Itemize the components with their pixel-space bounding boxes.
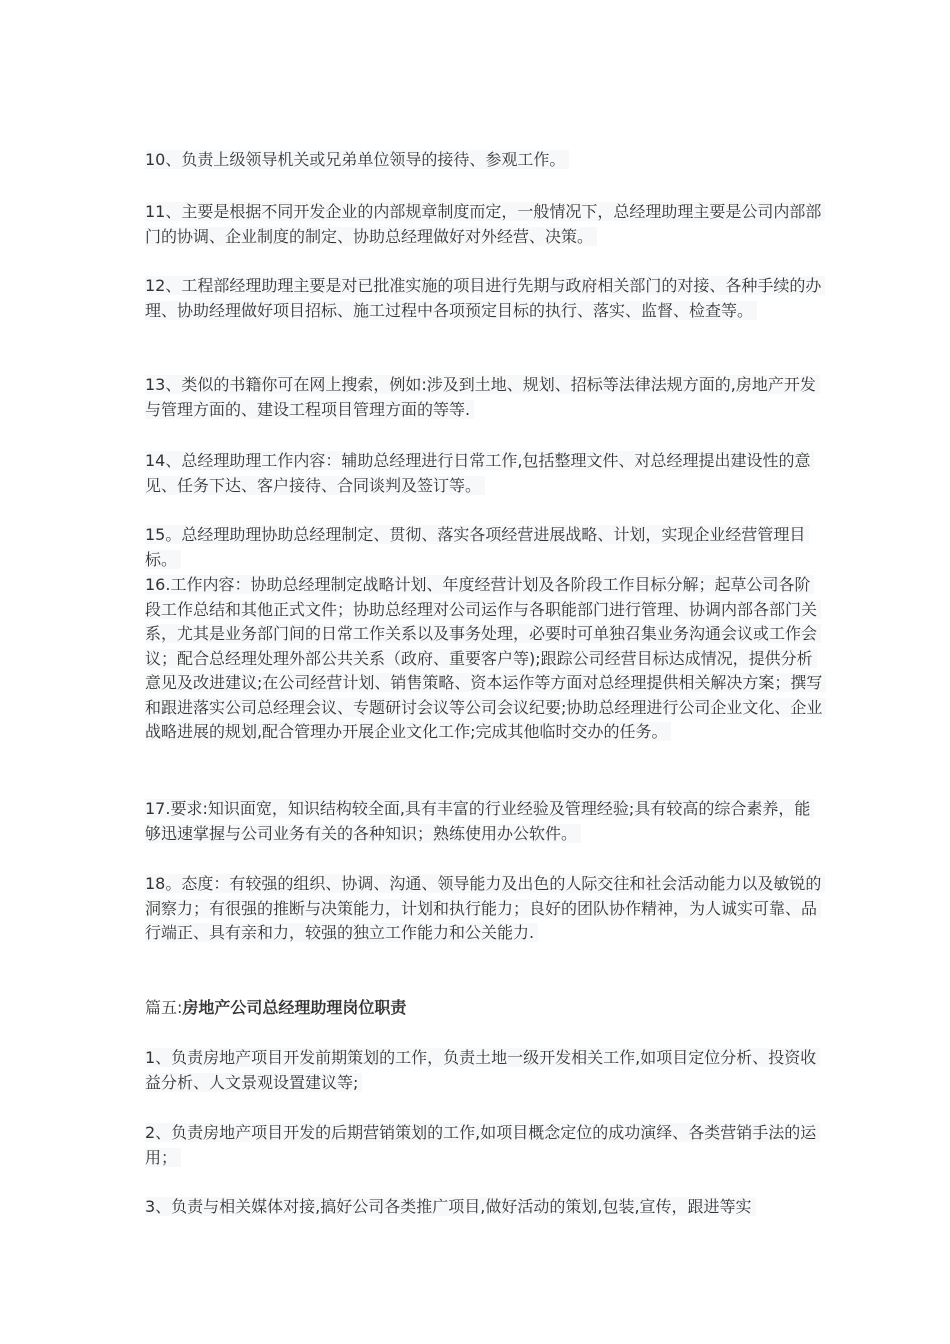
section-paragraph-1 (145, 1046, 825, 1095)
paragraph-text: 13、类似的书籍你可在网上搜索，例如:涉及到土地、规划、招标等法律法规方面的,房地产开发与管理方面的、建设工程项目管理方面的等等. (145, 375, 820, 419)
paragraph-text: 10、负责上级领导机关或兄弟单位领导的接待、参观工作。 (145, 150, 569, 169)
paragraph-17 (145, 797, 825, 846)
paragraph-text: 17.要求:知识面宽，知识结构较全面,具有丰富的行业经验及管理经验;具有较高的综合素养，能够迅速掌握与公司业务有关的各种知识；熟练使用办公软件。 (145, 799, 814, 843)
paragraph-text: 14、总经理助理工作内容：辅助总经理进行日常工作,包括整理文件、对总经理提出建设性的意见、任务下达、客户接待、合同谈判及签订等。 (145, 451, 814, 495)
paragraph-12 (145, 274, 825, 323)
section-paragraph-2 (145, 1121, 825, 1170)
section-prefix: 篇五: (145, 998, 183, 1017)
paragraph-text: 3、负责与相关媒体对接,搞好公司各类推广项目,做好活动的策划,包装,宣传，跟进等实 (145, 1197, 756, 1216)
paragraph-10 (145, 148, 825, 173)
section-paragraph-3 (145, 1195, 825, 1220)
paragraph-18 (145, 872, 825, 946)
paragraph-13 (145, 373, 825, 422)
paragraph-text: 12、工程部经理助理主要是对已批准实施的项目进行先期与政府相关部门的对接、各种手续的办理、协助经理做好项目招标、施工过程中各项预定目标的执行、落实、监督、检查等。 (145, 276, 825, 320)
paragraph-14 (145, 449, 825, 498)
paragraph-text: 18。态度：有较强的组织、协调、沟通、领导能力及出色的人际交往和社会活动能力以及敏锐的洞察力；有很强的推断与决策能力，计划和执行能力；良好的团队协作精神，为人诚实可靠、品行端正、具有亲和力，较强的独立工作能力和公关能力. (145, 874, 825, 942)
paragraph-text: 2、负责房地产项目开发的后期营销策划的工作,如项目概念定位的成功演绎、各类营销手法的运用； (145, 1123, 820, 1167)
paragraph-16 (145, 573, 825, 745)
paragraph-text: 11、主要是根据不同开发企业的内部规章制度而定，一般情况下，总经理助理主要是公司内部部门的协调、企业制度的制定、协助总经理做好对外经营、决策。 (145, 202, 825, 246)
paragraph-text: 1、负责房地产项目开发前期策划的工作，负责土地一级开发相关工作,如项目定位分析、投资收益分析、人文景观设置建议等; (145, 1048, 820, 1092)
paragraph-11 (145, 200, 825, 249)
paragraph-15 (145, 523, 825, 572)
paragraph-text: 15。总经理助理协助总经理制定、贯彻、落实各项经营进展战略、计划，实现企业经营管理目标。 (145, 525, 809, 569)
paragraph-text: 16.工作内容：协助总经理制定战略计划、年度经营计划及各阶段工作目标分解；起草公司各阶段工作总结和其他正式文件；协助总经理对公司运作与各职能部门进行管理、协调内部各部门关系，尤其是业务部门间的日常工作关系以及事务处理，必要时可单独召集业务沟通会议或工作会议；配合总经理处理外部公共关系（政府、重要客户等);跟踪公司经营目标达成情况，提供分析意见及改进建议;在公司经营计划、销售策略、资本运作等方面对总经理提供相关解决方案；撰写和跟进落实公司总经理会议、专题研讨会议等公司会议纪要;协助总经理进行公司企业文化、企业战略进展的规划,配合管理办开展企业文化工作;完成其他临时交办的任务。 (145, 575, 826, 741)
section-heading (145, 996, 825, 1021)
section-title: 房地产公司总经理助理岗位职责 (182, 998, 407, 1017)
